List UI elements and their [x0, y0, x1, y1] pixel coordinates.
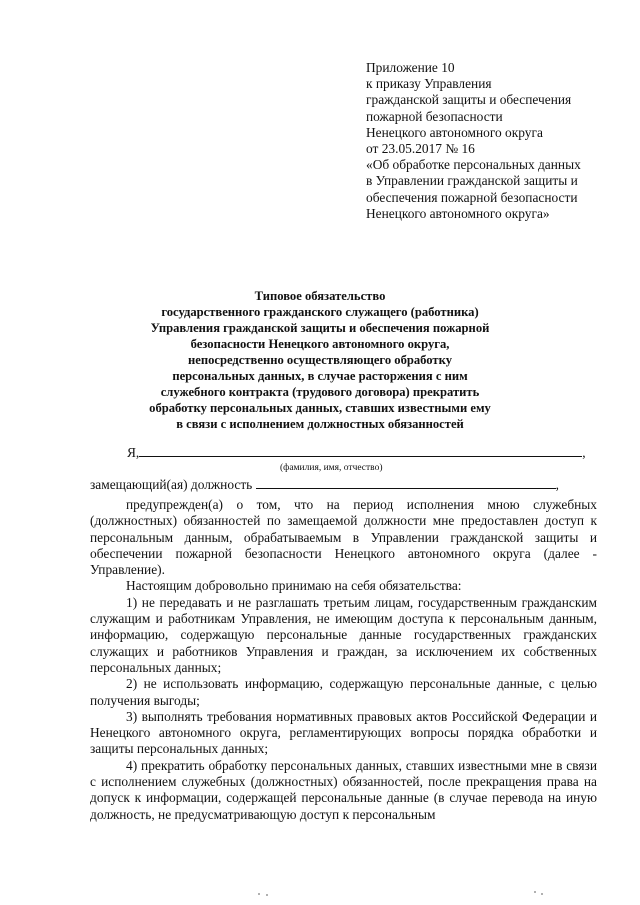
fio-line-end: ,	[582, 445, 586, 460]
appendix-line: Ненецкого автономного округа»	[366, 205, 550, 221]
appendix-line: к приказу Управления	[366, 76, 492, 92]
position-line-end: ,	[555, 477, 560, 492]
appendix-line: Ненецкого автономного округа	[366, 124, 543, 140]
appendix-line: в Управлении гражданской защиты и	[366, 173, 578, 189]
appendix-line: обеспечения пожарной безопасности	[366, 189, 578, 205]
position-row	[90, 476, 559, 493]
obligation-item-3: 3) выполнять требования нормативных правовых актов Российской Федерации и Ненецкого автономного округа, регламентирующих вопросы порядка обработки и защиты персональных данных;	[90, 708, 597, 757]
title-line: обработку персональных данных, ставших известными ему	[149, 401, 491, 415]
title-line: Типовое обязательство	[254, 289, 386, 303]
title-line: персональных данных, в случае расторжения с ним	[172, 369, 468, 383]
fio-caption: (фамилия, имя, отчество)	[280, 463, 383, 473]
appendix-line: гражданской защиты и обеспечения	[366, 92, 572, 108]
title-line: безопасности Ненецкого автономного округа,	[190, 337, 450, 351]
position-label: замещающий(ая) должность	[90, 477, 253, 492]
document-title	[95, 288, 545, 432]
title-line: в связи с исполнением должностных обязанностей	[176, 417, 464, 431]
title-line: государственного гражданского служащего (работника)	[161, 305, 479, 319]
paragraph-obligations-intro: Настоящим добровольно принимаю на себя обязательства:	[126, 578, 462, 594]
obligation-item-4: 4) прекратить обработку персональных данных, ставших известными мне в связи с исполнением служебных (должностных) обязанностей, после прекращения права на допуск к информации, содержащей персональные данные (в случае перевода на иную должность, не предусматривающую доступ к персональным	[90, 757, 597, 822]
fio-input-line[interactable]	[139, 444, 582, 457]
title-line: непосредственно осуществляющего обработку	[187, 353, 452, 367]
document-body	[90, 497, 597, 823]
fio-row	[127, 444, 586, 461]
appendix-line: «Об обработке персональных данных	[366, 157, 581, 173]
appendix-line: Приложение 10	[366, 60, 455, 75]
appendix-block	[366, 60, 616, 222]
title-line: служебного контракта (трудового договора) прекратить	[160, 385, 480, 399]
title-line: Управления гражданской защиты и обеспечения пожарной	[150, 321, 490, 335]
scan-specks	[0, 885, 640, 905]
ya-label: Я,	[127, 445, 140, 460]
obligation-item-1: 1) не передавать и не разглашать третьим лицам, государственным гражданским служащим и работникам Управления, не имеющим доступа к персональным данным, информацию, содержащую персональные данные государственных гражданских служащих и работников Управления и граждан, за исключением их собственных персональных данных;	[90, 594, 597, 675]
position-input-line[interactable]	[256, 476, 556, 489]
paragraph-warning: предупрежден(а) о том, что на период исполнения мною служебных (должностных) обязанностей по замещаемой должности мне предоставлен доступ к персональным данным, обрабатываемым в Управлении гражданской защиты и обеспечении пожарной безопасности Ненецкого автономного округа (далее - Управление).	[90, 497, 597, 578]
appendix-line: от 23.05.2017 № 16	[366, 141, 475, 157]
appendix-line: пожарной безопасности	[366, 108, 503, 124]
obligation-item-2: 2) не использовать информацию, содержащую персональные данные, с целью получения выгоды;	[90, 676, 597, 708]
